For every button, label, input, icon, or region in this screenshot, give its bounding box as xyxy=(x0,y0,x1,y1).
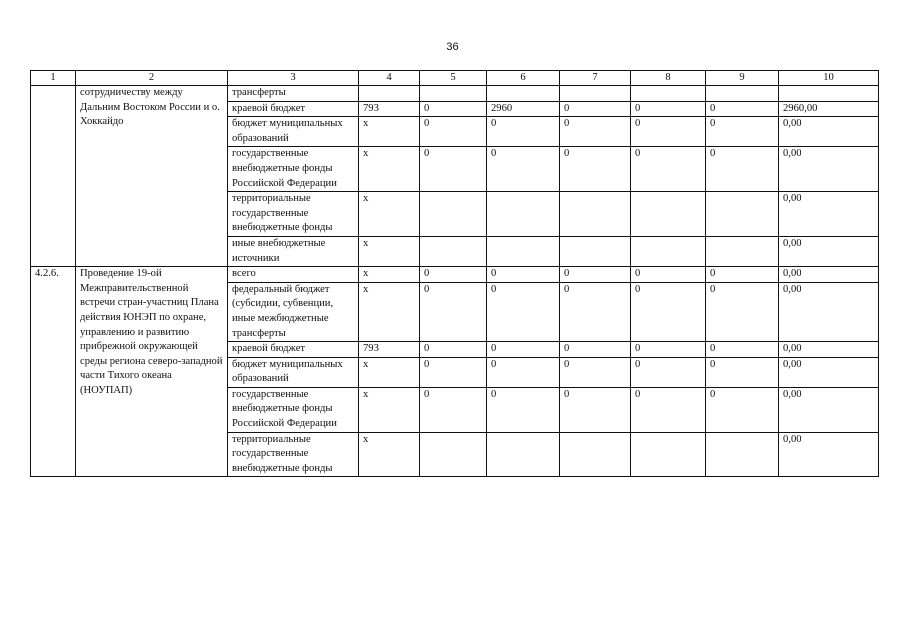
item-name: сотрудничеству между Дальним Востоком России и о. Хоккайдо xyxy=(76,86,228,267)
value-cell-c8: 0 xyxy=(631,267,706,283)
value-cell-c9 xyxy=(706,236,779,266)
value-cell-c7 xyxy=(560,432,631,477)
value-cell-c10: 2960,00 xyxy=(779,101,879,117)
value-cell-c5: 0 xyxy=(420,357,487,387)
column-header: 1 xyxy=(31,71,76,86)
table-body xyxy=(31,86,879,477)
value-cell-c9: 0 xyxy=(706,342,779,358)
funding-source: бюджет муниципальных образований xyxy=(228,117,359,147)
value-cell-c10: 0,00 xyxy=(779,192,879,237)
budget-table xyxy=(30,70,879,477)
value-cell-c4: x xyxy=(359,267,420,283)
value-cell-c9: 0 xyxy=(706,282,779,341)
funding-source: территориальные государственные внебюджетные фонды xyxy=(228,432,359,477)
value-cell-c8: 0 xyxy=(631,101,706,117)
value-cell-c7: 0 xyxy=(560,147,631,192)
value-cell-c6: 0 xyxy=(487,387,560,432)
value-cell-c9: 0 xyxy=(706,147,779,192)
funding-source: федеральный бюджет (субсидии, субвенции, иные межбюджетные трансферты xyxy=(228,282,359,341)
value-cell-c5 xyxy=(420,432,487,477)
value-cell-c10: 0,00 xyxy=(779,147,879,192)
value-cell-c7 xyxy=(560,192,631,237)
funding-source: краевой бюджет xyxy=(228,101,359,117)
value-cell-c9: 0 xyxy=(706,267,779,283)
value-cell-c10 xyxy=(779,86,879,102)
value-cell-c9: 0 xyxy=(706,101,779,117)
value-cell-c5 xyxy=(420,192,487,237)
column-header: 2 xyxy=(76,71,228,86)
value-cell-c9: 0 xyxy=(706,387,779,432)
value-cell-c10: 0,00 xyxy=(779,357,879,387)
value-cell-c6: 0 xyxy=(487,117,560,147)
value-cell-c4: x xyxy=(359,282,420,341)
value-cell-c7: 0 xyxy=(560,282,631,341)
value-cell-c8 xyxy=(631,432,706,477)
value-cell-c5 xyxy=(420,236,487,266)
value-cell-c10: 0,00 xyxy=(779,117,879,147)
funding-source: всего xyxy=(228,267,359,283)
value-cell-c8: 0 xyxy=(631,282,706,341)
item-name: Проведение 19-ой Межправительственной встречи стран-участниц Плана действия ЮНЭП по охране, управлению и развитию прибрежной окружающей среды региона северо-западной части Тихого океана (НОУПАП) xyxy=(76,267,228,477)
funding-source: государственные внебюджетные фонды Российской Федерации xyxy=(228,147,359,192)
value-cell-c9 xyxy=(706,86,779,102)
value-cell-c9: 0 xyxy=(706,357,779,387)
value-cell-c6: 0 xyxy=(487,342,560,358)
value-cell-c8 xyxy=(631,86,706,102)
value-cell-c4: x xyxy=(359,236,420,266)
value-cell-c5: 0 xyxy=(420,101,487,117)
column-header: 5 xyxy=(420,71,487,86)
value-cell-c6: 2960 xyxy=(487,101,560,117)
value-cell-c5: 0 xyxy=(420,267,487,283)
value-cell-c8 xyxy=(631,192,706,237)
value-cell-c5: 0 xyxy=(420,147,487,192)
value-cell-c6: 0 xyxy=(487,267,560,283)
column-header: 8 xyxy=(631,71,706,86)
value-cell-c5: 0 xyxy=(420,117,487,147)
value-cell-c7 xyxy=(560,236,631,266)
table-row xyxy=(31,267,879,283)
value-cell-c4: x xyxy=(359,117,420,147)
column-header: 10 xyxy=(779,71,879,86)
column-header: 7 xyxy=(560,71,631,86)
value-cell-c7: 0 xyxy=(560,387,631,432)
value-cell-c6 xyxy=(487,192,560,237)
value-cell-c8: 0 xyxy=(631,117,706,147)
value-cell-c7: 0 xyxy=(560,342,631,358)
value-cell-c10: 0,00 xyxy=(779,267,879,283)
value-cell-c10: 0,00 xyxy=(779,432,879,477)
value-cell-c9 xyxy=(706,192,779,237)
value-cell-c10: 0,00 xyxy=(779,282,879,341)
funding-source: бюджет муниципальных образований xyxy=(228,357,359,387)
value-cell-c6 xyxy=(487,432,560,477)
value-cell-c4: x xyxy=(359,387,420,432)
value-cell-c6: 0 xyxy=(487,282,560,341)
value-cell-c10: 0,00 xyxy=(779,342,879,358)
column-header: 9 xyxy=(706,71,779,86)
value-cell-c6 xyxy=(487,86,560,102)
value-cell-c8 xyxy=(631,236,706,266)
value-cell-c8: 0 xyxy=(631,342,706,358)
table-row xyxy=(31,86,879,102)
value-cell-c7: 0 xyxy=(560,267,631,283)
value-cell-c6: 0 xyxy=(487,357,560,387)
value-cell-c9: 0 xyxy=(706,117,779,147)
value-cell-c4: x xyxy=(359,432,420,477)
item-code: 4.2.6. xyxy=(31,267,76,477)
value-cell-c7: 0 xyxy=(560,117,631,147)
item-code xyxy=(31,86,76,267)
value-cell-c4: x xyxy=(359,357,420,387)
header-row xyxy=(31,71,879,86)
value-cell-c8: 0 xyxy=(631,387,706,432)
value-cell-c9 xyxy=(706,432,779,477)
value-cell-c6 xyxy=(487,236,560,266)
funding-source: краевой бюджет xyxy=(228,342,359,358)
value-cell-c10: 0,00 xyxy=(779,387,879,432)
value-cell-c5: 0 xyxy=(420,282,487,341)
value-cell-c4 xyxy=(359,86,420,102)
value-cell-c5 xyxy=(420,86,487,102)
value-cell-c7 xyxy=(560,86,631,102)
funding-source: территориальные государственные внебюджетные фонды xyxy=(228,192,359,237)
value-cell-c4: 793 xyxy=(359,342,420,358)
value-cell-c6: 0 xyxy=(487,147,560,192)
value-cell-c10: 0,00 xyxy=(779,236,879,266)
column-header: 3 xyxy=(228,71,359,86)
value-cell-c7: 0 xyxy=(560,357,631,387)
value-cell-c4: 793 xyxy=(359,101,420,117)
value-cell-c8: 0 xyxy=(631,357,706,387)
page-number: 36 xyxy=(446,41,459,53)
value-cell-c4: x xyxy=(359,147,420,192)
column-header: 6 xyxy=(487,71,560,86)
value-cell-c5: 0 xyxy=(420,342,487,358)
value-cell-c8: 0 xyxy=(631,147,706,192)
value-cell-c5: 0 xyxy=(420,387,487,432)
value-cell-c7: 0 xyxy=(560,101,631,117)
column-header: 4 xyxy=(359,71,420,86)
funding-source: трансферты xyxy=(228,86,359,102)
funding-source: иные внебюджетные источники xyxy=(228,236,359,266)
funding-source: государственные внебюджетные фонды Российской Федерации xyxy=(228,387,359,432)
value-cell-c4: x xyxy=(359,192,420,237)
